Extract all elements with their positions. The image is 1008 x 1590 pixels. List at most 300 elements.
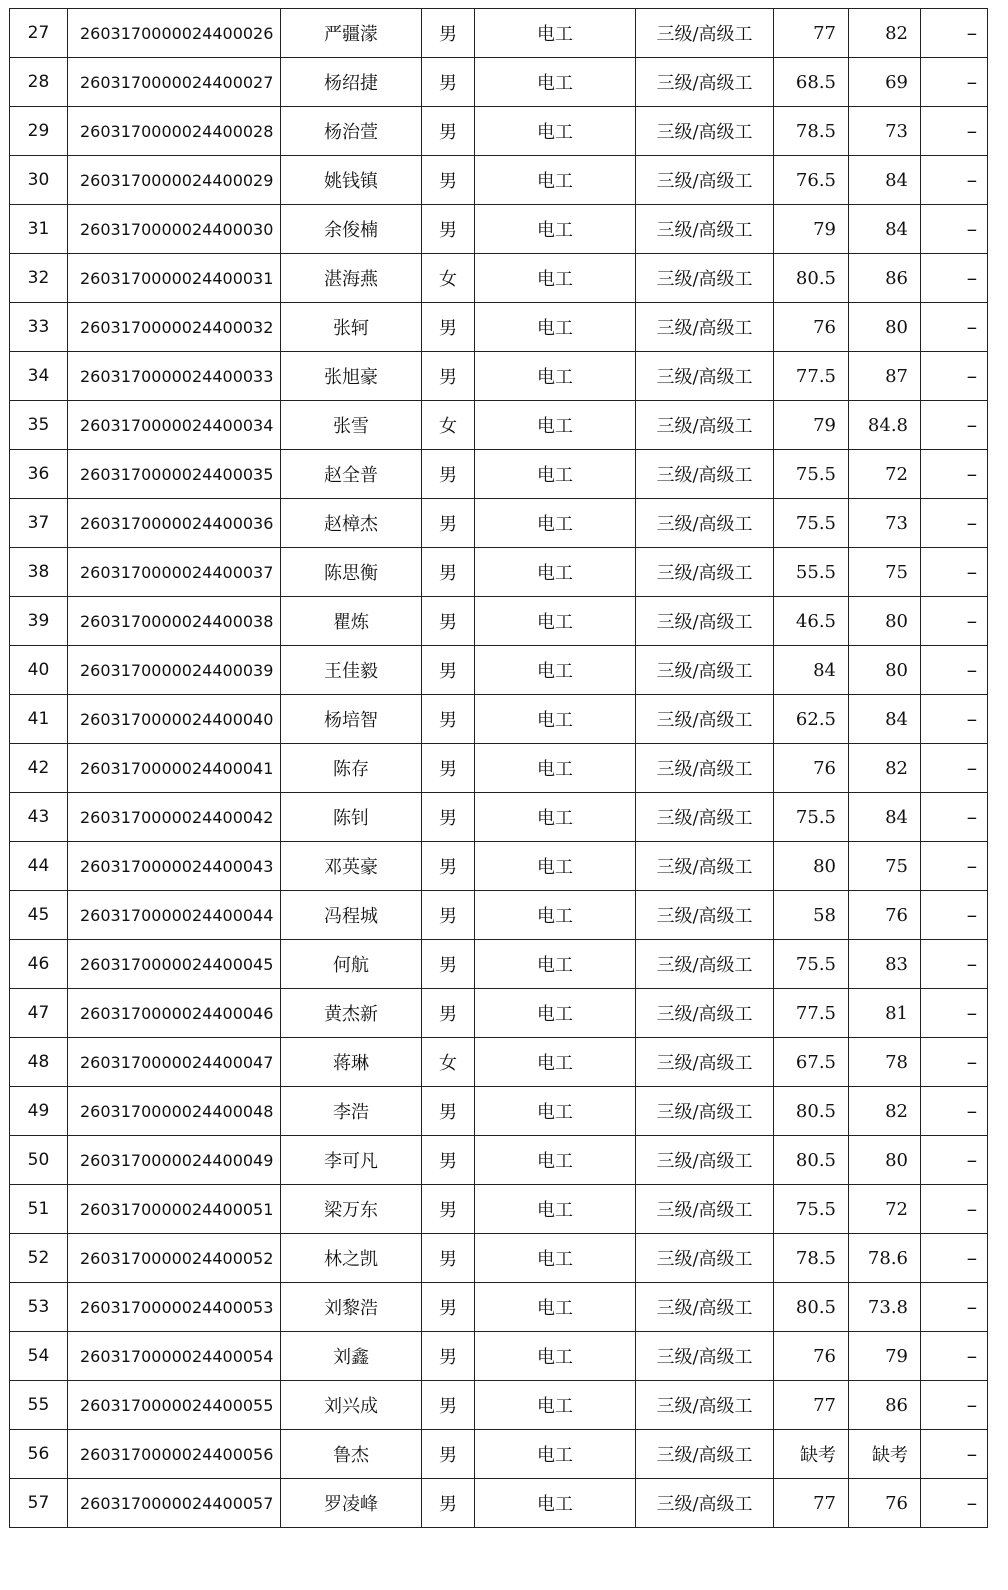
row-number-cell: 37 [10, 499, 68, 548]
theory-score-cell: 77 [774, 9, 849, 58]
candidate-name-cell: 刘黎浩 [281, 1283, 422, 1332]
candidate-name-cell: 林之凯 [281, 1234, 422, 1283]
remark-cell: -- [921, 58, 988, 107]
gender-cell: 女 [422, 401, 475, 450]
practical-score-cell: 86 [849, 254, 921, 303]
skill-level-cell: 三级/高级工 [636, 303, 774, 352]
row-number-cell: 53 [10, 1283, 68, 1332]
practical-score-cell: 82 [849, 9, 921, 58]
candidate-id-cell: 2603170000024400035 [68, 450, 281, 499]
candidate-id-cell: 2603170000024400027 [68, 58, 281, 107]
candidate-id-cell: 2603170000024400046 [68, 989, 281, 1038]
candidate-name-cell: 刘鑫 [281, 1332, 422, 1381]
trade-cell: 电工 [475, 597, 636, 646]
remark-cell: -- [921, 842, 988, 891]
gender-cell: 男 [422, 156, 475, 205]
gender-cell: 男 [422, 499, 475, 548]
skill-level-cell: 三级/高级工 [636, 205, 774, 254]
table-row [10, 1136, 988, 1185]
row-number-cell: 28 [10, 58, 68, 107]
skill-level-cell: 三级/高级工 [636, 401, 774, 450]
trade-cell: 电工 [475, 1185, 636, 1234]
row-number-cell: 31 [10, 205, 68, 254]
practical-score-cell: 73 [849, 499, 921, 548]
row-number-cell: 27 [10, 9, 68, 58]
theory-score-cell: 76 [774, 1332, 849, 1381]
theory-score-cell: 78.5 [774, 107, 849, 156]
table-row [10, 58, 988, 107]
skill-level-cell: 三级/高级工 [636, 156, 774, 205]
candidate-name-cell: 陈钊 [281, 793, 422, 842]
candidate-id-cell: 2603170000024400049 [68, 1136, 281, 1185]
trade-cell: 电工 [475, 1136, 636, 1185]
candidate-name-cell: 杨培智 [281, 695, 422, 744]
row-number-cell: 49 [10, 1087, 68, 1136]
trade-cell: 电工 [475, 842, 636, 891]
candidate-name-cell: 张雪 [281, 401, 422, 450]
candidate-id-cell: 2603170000024400041 [68, 744, 281, 793]
candidate-name-cell: 冯程城 [281, 891, 422, 940]
remark-cell: -- [921, 254, 988, 303]
table-body [10, 9, 988, 1528]
remark-cell: -- [921, 940, 988, 989]
practical-score-cell: 76 [849, 891, 921, 940]
table-row [10, 401, 988, 450]
table-row [10, 597, 988, 646]
row-number-cell: 34 [10, 352, 68, 401]
trade-cell: 电工 [475, 205, 636, 254]
skill-level-cell: 三级/高级工 [636, 58, 774, 107]
candidate-id-cell: 2603170000024400055 [68, 1381, 281, 1430]
row-number-cell: 32 [10, 254, 68, 303]
remark-cell: -- [921, 1430, 988, 1479]
row-number-cell: 55 [10, 1381, 68, 1430]
row-number-cell: 46 [10, 940, 68, 989]
trade-cell: 电工 [475, 254, 636, 303]
trade-cell: 电工 [475, 1283, 636, 1332]
theory-score-cell: 67.5 [774, 1038, 849, 1087]
gender-cell: 男 [422, 793, 475, 842]
candidate-name-cell: 严疆濛 [281, 9, 422, 58]
trade-cell: 电工 [475, 1087, 636, 1136]
remark-cell: -- [921, 744, 988, 793]
candidate-id-cell: 2603170000024400026 [68, 9, 281, 58]
row-number-cell: 36 [10, 450, 68, 499]
gender-cell: 男 [422, 1136, 475, 1185]
table-row [10, 107, 988, 156]
trade-cell: 电工 [475, 107, 636, 156]
practical-score-cell: 78 [849, 1038, 921, 1087]
gender-cell: 男 [422, 58, 475, 107]
gender-cell: 女 [422, 1038, 475, 1087]
skill-level-cell: 三级/高级工 [636, 793, 774, 842]
skill-level-cell: 三级/高级工 [636, 107, 774, 156]
gender-cell: 男 [422, 205, 475, 254]
row-number-cell: 52 [10, 1234, 68, 1283]
trade-cell: 电工 [475, 1038, 636, 1087]
row-number-cell: 39 [10, 597, 68, 646]
candidate-id-cell: 2603170000024400032 [68, 303, 281, 352]
row-number-cell: 38 [10, 548, 68, 597]
candidate-id-cell: 2603170000024400030 [68, 205, 281, 254]
theory-score-cell: 75.5 [774, 940, 849, 989]
theory-score-cell: 75.5 [774, 793, 849, 842]
theory-score-cell: 78.5 [774, 1234, 849, 1283]
row-number-cell: 44 [10, 842, 68, 891]
table-row [10, 744, 988, 793]
table-row [10, 548, 988, 597]
candidate-name-cell: 梁万东 [281, 1185, 422, 1234]
candidate-name-cell: 王佳毅 [281, 646, 422, 695]
remark-cell: -- [921, 107, 988, 156]
theory-score-cell: 46.5 [774, 597, 849, 646]
row-number-cell: 42 [10, 744, 68, 793]
skill-level-cell: 三级/高级工 [636, 1479, 774, 1528]
theory-score-cell: 80.5 [774, 1087, 849, 1136]
trade-cell: 电工 [475, 303, 636, 352]
theory-score-cell: 76.5 [774, 156, 849, 205]
practical-score-cell: 80 [849, 646, 921, 695]
practical-score-cell: 80 [849, 1136, 921, 1185]
row-number-cell: 41 [10, 695, 68, 744]
row-number-cell: 45 [10, 891, 68, 940]
candidate-id-cell: 2603170000024400028 [68, 107, 281, 156]
practical-score-cell: 86 [849, 1381, 921, 1430]
candidate-name-cell: 湛海燕 [281, 254, 422, 303]
row-number-cell: 40 [10, 646, 68, 695]
practical-score-cell: 76 [849, 1479, 921, 1528]
trade-cell: 电工 [475, 793, 636, 842]
theory-score-cell: 80 [774, 842, 849, 891]
practical-score-cell: 79 [849, 1332, 921, 1381]
candidate-id-cell: 2603170000024400037 [68, 548, 281, 597]
row-number-cell: 33 [10, 303, 68, 352]
candidate-name-cell: 张轲 [281, 303, 422, 352]
trade-cell: 电工 [475, 450, 636, 499]
trade-cell: 电工 [475, 499, 636, 548]
table-row [10, 303, 988, 352]
trade-cell: 电工 [475, 9, 636, 58]
remark-cell: -- [921, 548, 988, 597]
practical-score-cell: 84 [849, 205, 921, 254]
table-row [10, 9, 988, 58]
skill-level-cell: 三级/高级工 [636, 1136, 774, 1185]
row-number-cell: 30 [10, 156, 68, 205]
trade-cell: 电工 [475, 1332, 636, 1381]
practical-score-cell: 82 [849, 744, 921, 793]
trade-cell: 电工 [475, 1430, 636, 1479]
score-table [9, 8, 988, 1528]
candidate-name-cell: 陈存 [281, 744, 422, 793]
table-row [10, 205, 988, 254]
remark-cell: -- [921, 1479, 988, 1528]
theory-score-cell: 62.5 [774, 695, 849, 744]
row-number-cell: 50 [10, 1136, 68, 1185]
skill-level-cell: 三级/高级工 [636, 695, 774, 744]
skill-level-cell: 三级/高级工 [636, 548, 774, 597]
candidate-name-cell: 邓英豪 [281, 842, 422, 891]
gender-cell: 男 [422, 646, 475, 695]
candidate-id-cell: 2603170000024400031 [68, 254, 281, 303]
table-row [10, 695, 988, 744]
trade-cell: 电工 [475, 352, 636, 401]
theory-score-cell: 77 [774, 1479, 849, 1528]
trade-cell: 电工 [475, 940, 636, 989]
table-row [10, 1479, 988, 1528]
table-row [10, 989, 988, 1038]
skill-level-cell: 三级/高级工 [636, 1234, 774, 1283]
candidate-name-cell: 瞿炼 [281, 597, 422, 646]
remark-cell: -- [921, 401, 988, 450]
row-number-cell: 57 [10, 1479, 68, 1528]
skill-level-cell: 三级/高级工 [636, 499, 774, 548]
candidate-id-cell: 2603170000024400048 [68, 1087, 281, 1136]
candidate-id-cell: 2603170000024400042 [68, 793, 281, 842]
practical-score-cell: 87 [849, 352, 921, 401]
table-row [10, 1087, 988, 1136]
candidate-id-cell: 2603170000024400057 [68, 1479, 281, 1528]
candidate-name-cell: 姚钱镇 [281, 156, 422, 205]
candidate-name-cell: 陈思衡 [281, 548, 422, 597]
candidate-id-cell: 2603170000024400034 [68, 401, 281, 450]
trade-cell: 电工 [475, 156, 636, 205]
table-row [10, 1381, 988, 1430]
remark-cell: -- [921, 303, 988, 352]
trade-cell: 电工 [475, 58, 636, 107]
candidate-id-cell: 2603170000024400045 [68, 940, 281, 989]
row-number-cell: 35 [10, 401, 68, 450]
candidate-id-cell: 2603170000024400053 [68, 1283, 281, 1332]
candidate-id-cell: 2603170000024400044 [68, 891, 281, 940]
remark-cell: -- [921, 1332, 988, 1381]
gender-cell: 男 [422, 1381, 475, 1430]
skill-level-cell: 三级/高级工 [636, 1038, 774, 1087]
gender-cell: 男 [422, 450, 475, 499]
practical-score-cell: 84.8 [849, 401, 921, 450]
remark-cell: -- [921, 891, 988, 940]
trade-cell: 电工 [475, 744, 636, 793]
table-row [10, 1430, 988, 1479]
trade-cell: 电工 [475, 1234, 636, 1283]
practical-score-cell: 80 [849, 303, 921, 352]
skill-level-cell: 三级/高级工 [636, 450, 774, 499]
candidate-id-cell: 2603170000024400033 [68, 352, 281, 401]
theory-score-cell: 80.5 [774, 1283, 849, 1332]
theory-score-cell: 缺考 [774, 1430, 849, 1479]
theory-score-cell: 58 [774, 891, 849, 940]
gender-cell: 男 [422, 1332, 475, 1381]
candidate-name-cell: 赵樟杰 [281, 499, 422, 548]
gender-cell: 男 [422, 891, 475, 940]
practical-score-cell: 69 [849, 58, 921, 107]
skill-level-cell: 三级/高级工 [636, 940, 774, 989]
gender-cell: 男 [422, 352, 475, 401]
theory-score-cell: 75.5 [774, 450, 849, 499]
remark-cell: -- [921, 9, 988, 58]
gender-cell: 女 [422, 254, 475, 303]
candidate-name-cell: 杨治萱 [281, 107, 422, 156]
trade-cell: 电工 [475, 695, 636, 744]
remark-cell: -- [921, 1038, 988, 1087]
remark-cell: -- [921, 499, 988, 548]
trade-cell: 电工 [475, 1479, 636, 1528]
trade-cell: 电工 [475, 989, 636, 1038]
practical-score-cell: 73 [849, 107, 921, 156]
table-row [10, 1332, 988, 1381]
theory-score-cell: 77.5 [774, 989, 849, 1038]
candidate-name-cell: 刘兴成 [281, 1381, 422, 1430]
practical-score-cell: 83 [849, 940, 921, 989]
table-row [10, 842, 988, 891]
practical-score-cell: 75 [849, 842, 921, 891]
table-row [10, 254, 988, 303]
gender-cell: 男 [422, 1087, 475, 1136]
theory-score-cell: 80.5 [774, 254, 849, 303]
skill-level-cell: 三级/高级工 [636, 646, 774, 695]
remark-cell: -- [921, 1185, 988, 1234]
practical-score-cell: 82 [849, 1087, 921, 1136]
theory-score-cell: 76 [774, 744, 849, 793]
remark-cell: -- [921, 1136, 988, 1185]
gender-cell: 男 [422, 548, 475, 597]
candidate-id-cell: 2603170000024400052 [68, 1234, 281, 1283]
remark-cell: -- [921, 695, 988, 744]
theory-score-cell: 80.5 [774, 1136, 849, 1185]
skill-level-cell: 三级/高级工 [636, 1430, 774, 1479]
practical-score-cell: 78.6 [849, 1234, 921, 1283]
table-row [10, 1185, 988, 1234]
gender-cell: 男 [422, 842, 475, 891]
practical-score-cell: 72 [849, 450, 921, 499]
candidate-id-cell: 2603170000024400029 [68, 156, 281, 205]
theory-score-cell: 75.5 [774, 1185, 849, 1234]
gender-cell: 男 [422, 107, 475, 156]
table-row [10, 646, 988, 695]
theory-score-cell: 84 [774, 646, 849, 695]
table-row [10, 1234, 988, 1283]
row-number-cell: 56 [10, 1430, 68, 1479]
practical-score-cell: 84 [849, 695, 921, 744]
theory-score-cell: 55.5 [774, 548, 849, 597]
practical-score-cell: 73.8 [849, 1283, 921, 1332]
skill-level-cell: 三级/高级工 [636, 352, 774, 401]
table-row [10, 1283, 988, 1332]
practical-score-cell: 缺考 [849, 1430, 921, 1479]
candidate-name-cell: 黄杰新 [281, 989, 422, 1038]
skill-level-cell: 三级/高级工 [636, 597, 774, 646]
gender-cell: 男 [422, 940, 475, 989]
row-number-cell: 48 [10, 1038, 68, 1087]
candidate-id-cell: 2603170000024400054 [68, 1332, 281, 1381]
gender-cell: 男 [422, 695, 475, 744]
skill-level-cell: 三级/高级工 [636, 842, 774, 891]
skill-level-cell: 三级/高级工 [636, 254, 774, 303]
skill-level-cell: 三级/高级工 [636, 1283, 774, 1332]
candidate-id-cell: 2603170000024400043 [68, 842, 281, 891]
theory-score-cell: 77.5 [774, 352, 849, 401]
remark-cell: -- [921, 1087, 988, 1136]
practical-score-cell: 72 [849, 1185, 921, 1234]
candidate-id-cell: 2603170000024400039 [68, 646, 281, 695]
table-row [10, 793, 988, 842]
gender-cell: 男 [422, 597, 475, 646]
table-row [10, 450, 988, 499]
remark-cell: -- [921, 1283, 988, 1332]
practical-score-cell: 81 [849, 989, 921, 1038]
row-number-cell: 29 [10, 107, 68, 156]
gender-cell: 男 [422, 1234, 475, 1283]
remark-cell: -- [921, 1381, 988, 1430]
gender-cell: 男 [422, 1185, 475, 1234]
candidate-name-cell: 杨绍捷 [281, 58, 422, 107]
candidate-id-cell: 2603170000024400051 [68, 1185, 281, 1234]
remark-cell: -- [921, 793, 988, 842]
table-row [10, 352, 988, 401]
candidate-name-cell: 张旭豪 [281, 352, 422, 401]
theory-score-cell: 68.5 [774, 58, 849, 107]
remark-cell: -- [921, 450, 988, 499]
table-row [10, 891, 988, 940]
candidate-id-cell: 2603170000024400036 [68, 499, 281, 548]
candidate-name-cell: 李浩 [281, 1087, 422, 1136]
trade-cell: 电工 [475, 548, 636, 597]
trade-cell: 电工 [475, 1381, 636, 1430]
candidate-id-cell: 2603170000024400056 [68, 1430, 281, 1479]
theory-score-cell: 77 [774, 1381, 849, 1430]
row-number-cell: 47 [10, 989, 68, 1038]
skill-level-cell: 三级/高级工 [636, 891, 774, 940]
skill-level-cell: 三级/高级工 [636, 1185, 774, 1234]
remark-cell: -- [921, 205, 988, 254]
candidate-name-cell: 罗凌峰 [281, 1479, 422, 1528]
trade-cell: 电工 [475, 646, 636, 695]
remark-cell: -- [921, 352, 988, 401]
trade-cell: 电工 [475, 891, 636, 940]
row-number-cell: 51 [10, 1185, 68, 1234]
gender-cell: 男 [422, 1283, 475, 1332]
gender-cell: 男 [422, 303, 475, 352]
remark-cell: -- [921, 989, 988, 1038]
candidate-name-cell: 蒋琳 [281, 1038, 422, 1087]
skill-level-cell: 三级/高级工 [636, 1332, 774, 1381]
remark-cell: -- [921, 156, 988, 205]
skill-level-cell: 三级/高级工 [636, 1381, 774, 1430]
remark-cell: -- [921, 1234, 988, 1283]
skill-level-cell: 三级/高级工 [636, 9, 774, 58]
practical-score-cell: 84 [849, 156, 921, 205]
row-number-cell: 54 [10, 1332, 68, 1381]
theory-score-cell: 79 [774, 205, 849, 254]
theory-score-cell: 79 [774, 401, 849, 450]
table-row [10, 1038, 988, 1087]
skill-level-cell: 三级/高级工 [636, 744, 774, 793]
candidate-name-cell: 何航 [281, 940, 422, 989]
gender-cell: 男 [422, 1430, 475, 1479]
candidate-id-cell: 2603170000024400040 [68, 695, 281, 744]
row-number-cell: 43 [10, 793, 68, 842]
trade-cell: 电工 [475, 401, 636, 450]
skill-level-cell: 三级/高级工 [636, 989, 774, 1038]
theory-score-cell: 75.5 [774, 499, 849, 548]
gender-cell: 男 [422, 1479, 475, 1528]
gender-cell: 男 [422, 9, 475, 58]
table-row [10, 156, 988, 205]
candidate-name-cell: 李可凡 [281, 1136, 422, 1185]
gender-cell: 男 [422, 744, 475, 793]
table-row [10, 499, 988, 548]
skill-level-cell: 三级/高级工 [636, 1087, 774, 1136]
candidate-id-cell: 2603170000024400047 [68, 1038, 281, 1087]
